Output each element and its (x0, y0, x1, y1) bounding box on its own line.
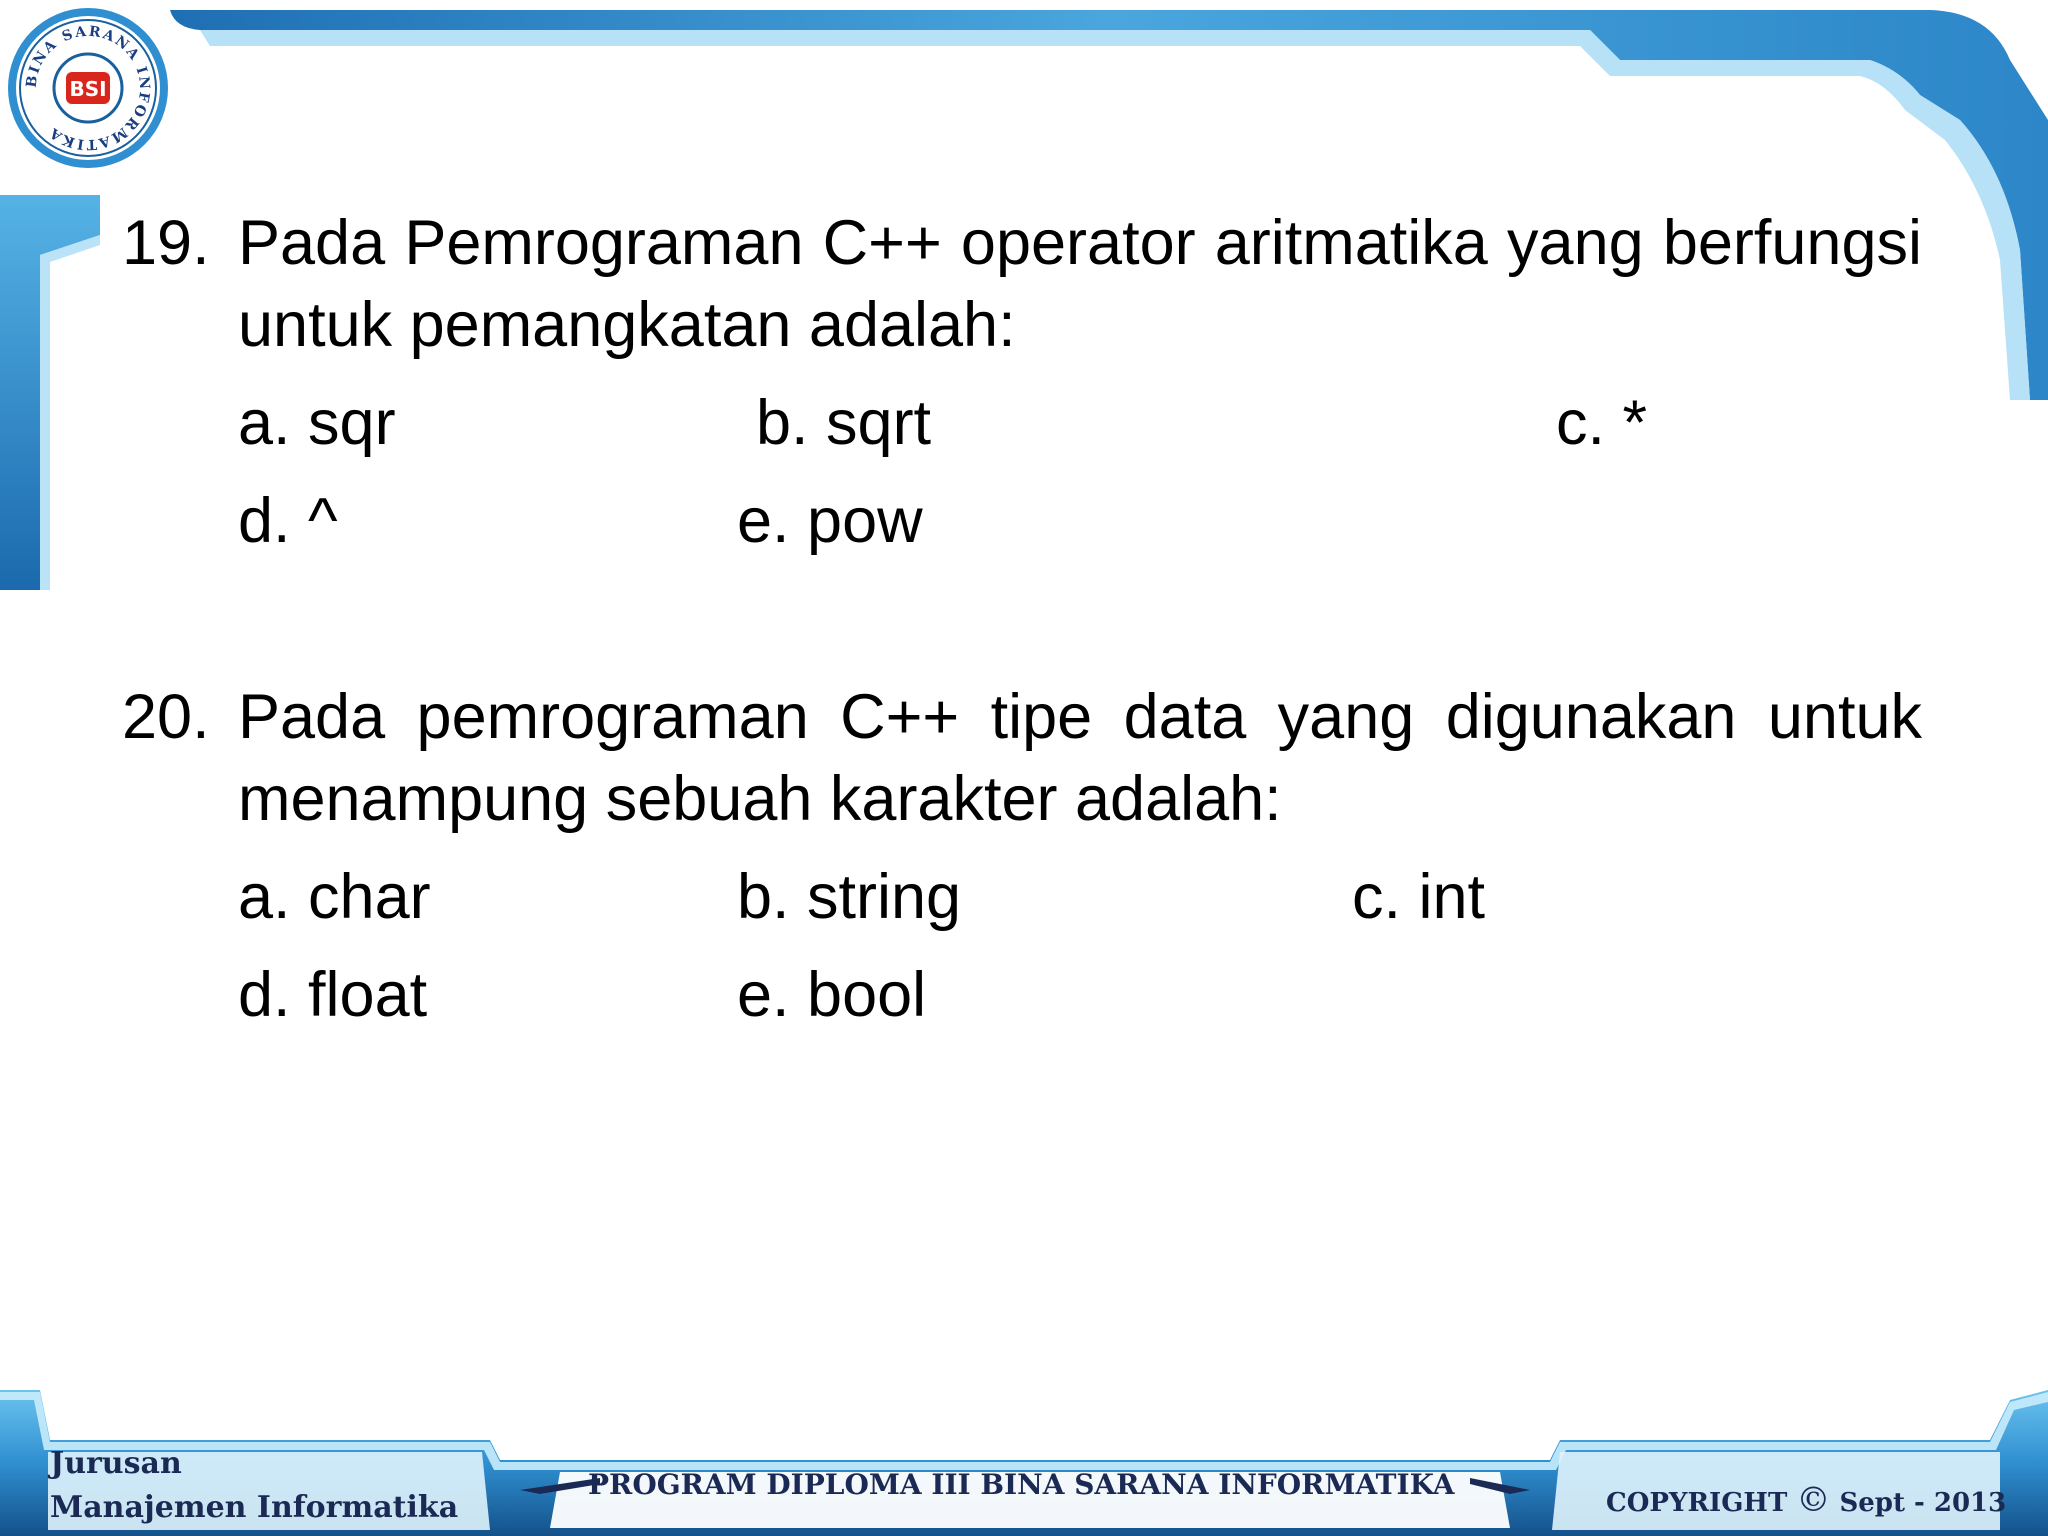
option-b: b. string (737, 862, 962, 932)
option-a: a. sqr (238, 388, 396, 458)
copyright-label: COPYRIGHT (1606, 1488, 1788, 1518)
option-e: e. bool (737, 960, 927, 1030)
question-number: 20. (122, 682, 210, 752)
logo-ring-text: BINA SARANA INFORMATIKA (23, 23, 153, 153)
footer-program: PROGRAM DIPLOMA III BINA SARANA INFORMATIKA (588, 1468, 1455, 1501)
question-text: Pada pemrograman C++ tipe data yang digunakan untuk menampung sebuah karakter adalah: (238, 682, 1922, 834)
option-c: c. * (1556, 388, 1648, 458)
logo-monogram: BSI (69, 77, 107, 101)
option-a: a. char (238, 862, 431, 932)
option-d: d. float (238, 960, 428, 1030)
footer-dept-line1: Jurusan (50, 1446, 182, 1481)
option-d: d. ^ (238, 486, 338, 556)
bsi-logo (4, 4, 172, 172)
footer-copyright (1606, 1480, 2006, 1520)
copyright-icon: © (1796, 1480, 1831, 1520)
option-c: c. int (1352, 862, 1486, 932)
copyright-date: Sept - 2013 (1839, 1488, 2007, 1518)
question-number: 19. (122, 208, 210, 278)
question-text: Pada Pemrograman C++ operator aritmatika yang berfungsi untuk pemangkatan adalah: (238, 208, 1922, 360)
footer-dept-line2: Manajemen Informatika (50, 1490, 459, 1525)
option-b: b. sqrt (756, 388, 932, 458)
option-e: e. pow (737, 486, 923, 556)
